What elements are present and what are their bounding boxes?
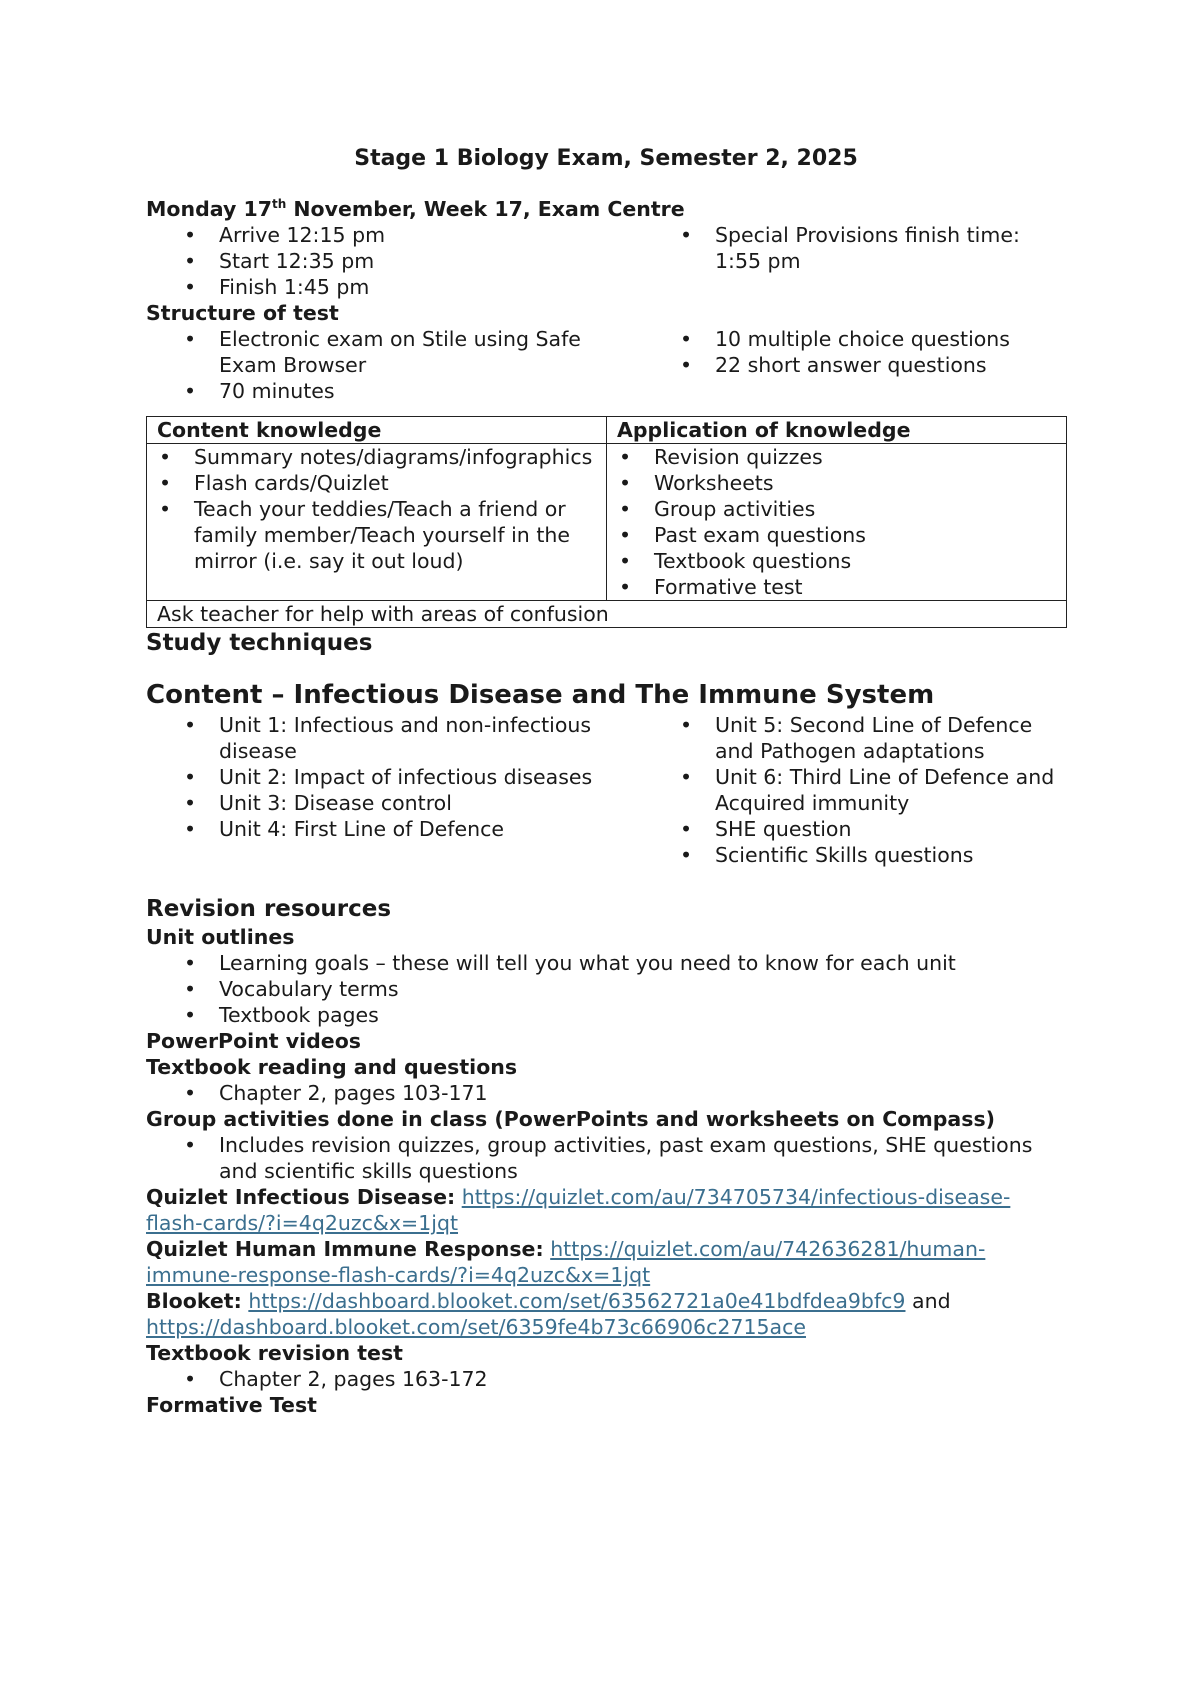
list-item: • Unit 5: Second Line of Defence and Pathogen adaptations bbox=[642, 712, 1066, 764]
textbook-list bbox=[146, 1080, 1066, 1106]
textbook-heading: Textbook reading and questions bbox=[146, 1055, 518, 1079]
unit-outlines-heading: Unit outlines bbox=[146, 925, 295, 949]
group-activities-heading: Group activities done in class (PowerPoints and worksheets on Compass) bbox=[146, 1107, 996, 1131]
content-heading: Content – Infectious Disease and The Immune System bbox=[146, 680, 935, 710]
date-post: November, Week 17, Exam Centre bbox=[286, 197, 685, 221]
table-header-application: Application of knowledge bbox=[607, 417, 1067, 444]
table-cell-content bbox=[147, 444, 607, 601]
list-item: • Chapter 2, pages 163-172 bbox=[146, 1366, 1066, 1392]
list-item: • Finish 1:45 pm bbox=[146, 274, 642, 300]
list-item: • SHE question bbox=[642, 816, 1066, 842]
list-item: • Special Provisions finish time: 1:55 pm bbox=[642, 222, 1066, 274]
list-item: • Unit 2: Impact of infectious diseases bbox=[146, 764, 642, 790]
study-techniques-heading: Study techniques bbox=[146, 630, 373, 656]
units-list-right bbox=[642, 712, 1066, 868]
structure-heading: Structure of test bbox=[146, 301, 339, 325]
list-item: • Scientific Skills questions bbox=[642, 842, 1066, 868]
list-item: • Summary notes/diagrams/infographics bbox=[157, 444, 596, 470]
group-activities-list bbox=[146, 1132, 1066, 1184]
quizlet-immune-link[interactable]: https://quizlet.com/au/742636281/human-immune-response-flash-cards/?i=4q2uzc&x=1jqt bbox=[146, 1237, 986, 1287]
list-item: • Unit 3: Disease control bbox=[146, 790, 642, 816]
date-pre: Monday 17 bbox=[146, 197, 272, 221]
document-body bbox=[146, 144, 1066, 1418]
test-structure bbox=[146, 326, 1066, 404]
quizlet-immune-line bbox=[146, 1236, 1066, 1288]
units bbox=[146, 712, 1066, 868]
list-item: • Chapter 2, pages 103-171 bbox=[146, 1080, 1066, 1106]
quizlet-infectious-line bbox=[146, 1184, 1066, 1236]
list-item: • Electronic exam on Stile using Safe Exam Browser bbox=[146, 326, 642, 378]
list-item: • Includes revision quizzes, group activities, past exam questions, SHE questions and scientific skills questions bbox=[146, 1132, 1066, 1184]
quizlet-infectious-link[interactable]: https://quizlet.com/au/734705734/infectious-disease-flash-cards/?i=4q2uzc&x=1jqt bbox=[146, 1185, 1011, 1235]
table-cell-application bbox=[607, 444, 1067, 601]
list-item: • Arrive 12:15 pm bbox=[146, 222, 642, 248]
unit-outlines-list bbox=[146, 950, 1066, 1028]
list-item: • 70 minutes bbox=[146, 378, 642, 404]
blooket-link-1[interactable]: https://dashboard.blooket.com/set/63562721a0e41bdfdea9bfc9 bbox=[248, 1289, 906, 1313]
study-techniques-table bbox=[146, 416, 1067, 628]
table-header-content-knowledge: Content knowledge bbox=[147, 417, 607, 444]
structure-list-right bbox=[642, 326, 1066, 404]
list-item: • Past exam questions bbox=[617, 522, 1056, 548]
quizlet-immune-label: Quizlet Human Immune Response: bbox=[146, 1237, 544, 1261]
list-item: • Flash cards/Quizlet bbox=[157, 470, 596, 496]
list-item: • 22 short answer questions bbox=[642, 352, 1066, 378]
list-item: • Textbook questions bbox=[617, 548, 1056, 574]
list-item: • Unit 6: Third Line of Defence and Acquired immunity bbox=[642, 764, 1066, 816]
list-item: • Textbook pages bbox=[146, 1002, 1066, 1028]
exam-times bbox=[146, 222, 1066, 300]
list-item: • Unit 4: First Line of Defence bbox=[146, 816, 642, 842]
list-item: • Vocabulary terms bbox=[146, 976, 1066, 1002]
blooket-line bbox=[146, 1288, 1066, 1340]
revision-test-list bbox=[146, 1366, 1066, 1392]
list-item: • Formative test bbox=[617, 574, 1056, 600]
powerpoint-videos-heading: PowerPoint videos bbox=[146, 1029, 361, 1053]
revision-resources-heading: Revision resources bbox=[146, 896, 392, 922]
revision-test-heading: Textbook revision test bbox=[146, 1341, 403, 1365]
list-item: • 10 multiple choice questions bbox=[642, 326, 1066, 352]
list-item: • Start 12:35 pm bbox=[146, 248, 642, 274]
structure-list-left bbox=[146, 326, 642, 404]
list-item: • Worksheets bbox=[617, 470, 1056, 496]
formative-test-heading: Formative Test bbox=[146, 1393, 317, 1417]
blooket-and: and bbox=[912, 1289, 951, 1313]
list-item: • Unit 1: Infectious and non-infectious disease bbox=[146, 712, 642, 764]
document-title: Stage 1 Biology Exam, Semester 2, 2025 bbox=[354, 146, 858, 171]
units-list-left bbox=[146, 712, 642, 868]
table-footer: Ask teacher for help with areas of confusion bbox=[147, 601, 1067, 628]
times-list-right bbox=[642, 222, 1066, 300]
times-list-left bbox=[146, 222, 642, 300]
list-item: • Teach your teddies/Teach a friend or family member/Teach yourself in the mirror (i.e. say it out loud) bbox=[157, 496, 596, 574]
blooket-label: Blooket: bbox=[146, 1289, 242, 1313]
list-item: • Revision quizzes bbox=[617, 444, 1056, 470]
date-suffix: th bbox=[271, 197, 287, 212]
blooket-link-2[interactable]: https://dashboard.blooket.com/set/6359fe4b73c66906c2715ace bbox=[146, 1315, 806, 1339]
quizlet-infectious-label: Quizlet Infectious Disease: bbox=[146, 1185, 456, 1209]
list-item: • Group activities bbox=[617, 496, 1056, 522]
list-item: • Learning goals – these will tell you what you need to know for each unit bbox=[146, 950, 1066, 976]
exam-date-line bbox=[146, 196, 1066, 222]
